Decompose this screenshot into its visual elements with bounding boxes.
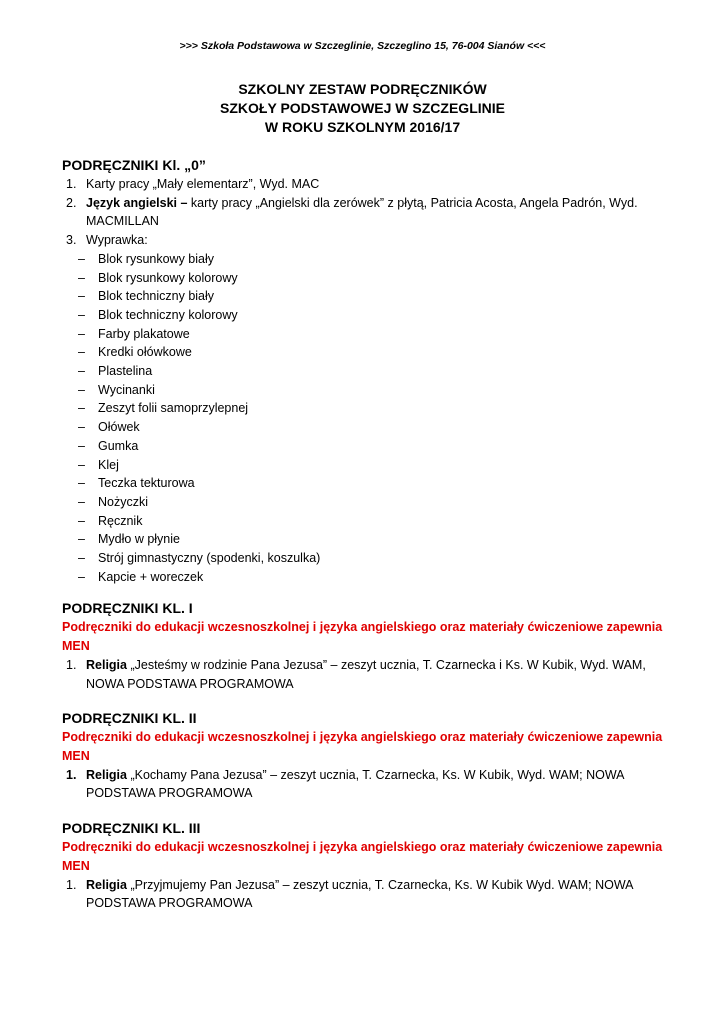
title-line: SZKOŁY PODSTAWOWEJ W SZCZEGLINIE <box>220 100 505 116</box>
list-item <box>62 175 672 194</box>
supply-item: – Ręcznik <box>78 512 672 531</box>
item-text: Wyprawka: <box>86 233 148 248</box>
book-list <box>62 876 672 913</box>
supply-item: – Kredki ołówkowe <box>78 343 672 362</box>
item-text: Karty pracy „Mały elementarz”, Wyd. MAC <box>86 177 320 191</box>
supplies-list <box>62 250 672 587</box>
supply-item: – Plastelina <box>78 362 672 381</box>
supply-item: – Mydło w płynie <box>78 530 672 549</box>
document-title <box>0 80 725 137</box>
document-body <box>62 155 672 913</box>
supply-item: – Blok techniczny biały <box>78 287 672 306</box>
item-subject: Religia <box>86 657 127 672</box>
section-class-0 <box>62 155 672 586</box>
item-subject: Język angielski – <box>86 195 188 210</box>
item-number: 1. <box>66 657 77 672</box>
item-number: 1. <box>66 177 77 191</box>
section-note: Podręczniki do edukacji wczesnoszkolnej i języka angielskiego oraz materiały ćwiczeniowe zapewnia MEN <box>62 730 663 763</box>
supply-item: – Gumka <box>78 437 672 456</box>
item-number: 1. <box>66 767 77 782</box>
item-text: „Jesteśmy w rodzinie Pana Jezusa” – zeszyt ucznia, T. Czarnecka i Ks. W Kubik, Wyd. WAM, NOWA PODSTAWA PROGRAMOWA <box>86 657 646 691</box>
section-class-2 <box>62 708 672 803</box>
title-line: W ROKU SZKOLNYM 2016/17 <box>264 119 461 135</box>
title-line: SZKOLNY ZESTAW PODRĘCZNIKÓW <box>238 81 487 97</box>
supply-item: – Blok rysunkowy kolorowy <box>78 269 672 288</box>
book-list <box>62 656 672 693</box>
section-heading: PODRĘCZNIKI KL. III <box>62 820 201 837</box>
list-item <box>62 194 672 231</box>
supply-item: – Farby plakatowe <box>78 325 672 344</box>
list-item <box>62 766 672 803</box>
book-list <box>62 766 672 803</box>
section-heading: PODRĘCZNIKI Kl. „0” <box>62 157 206 173</box>
supply-item: – Wycinanki <box>78 381 672 400</box>
supply-item: – Nożyczki <box>78 493 672 512</box>
supply-item: – Teczka tekturowa <box>78 474 672 493</box>
supply-item: – Strój gimnastyczny (spodenki, koszulka) <box>78 549 672 568</box>
supply-item: – Klej <box>78 456 672 475</box>
section-class-3 <box>62 818 672 913</box>
section-heading: PODRĘCZNIKI KL. I <box>62 600 193 617</box>
list-item <box>62 231 672 250</box>
page-header: >>> Szkoła Podstawowa w Szczeglinie, Szczeglino 15, 76-004 Sianów <<< <box>179 40 546 52</box>
item-number: 1. <box>66 877 77 892</box>
section-note: Podręczniki do edukacji wczesnoszkolnej i języka angielskiego oraz materiały ćwiczeniowe zapewnia MEN <box>62 840 663 873</box>
supply-item: – Zeszyt folii samoprzylepnej <box>78 399 672 418</box>
item-text: karty pracy „Angielski dla zerówek” z płytą, Patricia Acosta, Angela Padrón, Wyd. MACMILLAN <box>86 195 638 229</box>
item-number: 2. <box>66 195 77 210</box>
section-note: Podręczniki do edukacji wczesnoszkolnej i języka angielskiego oraz materiały ćwiczeniowe zapewnia MEN <box>62 620 663 654</box>
book-list <box>62 175 672 250</box>
list-item <box>62 656 672 693</box>
list-item <box>62 876 672 913</box>
supply-item: – Blok rysunkowy biały <box>78 250 672 269</box>
section-class-1 <box>62 598 672 693</box>
item-text: „Przyjmujemy Pan Jezusa” – zeszyt ucznia, T. Czarnecka, Ks. W Kubik Wyd. WAM; NOWA PODSTAWA PROGRAMOWA <box>86 877 633 911</box>
item-subject: Religia <box>86 767 127 782</box>
item-number: 3. <box>66 233 77 248</box>
supply-item: – Blok techniczny kolorowy <box>78 306 672 325</box>
section-heading: PODRĘCZNIKI KL. II <box>62 710 197 727</box>
item-text: „Kochamy Pana Jezusa” – zeszyt ucznia, T. Czarnecka, Ks. W Kubik, Wyd. WAM; NOWA PODSTAWA PROGRAMOWA <box>86 767 624 801</box>
item-subject: Religia <box>86 877 127 892</box>
supply-item: – Ołówek <box>78 418 672 437</box>
supply-item: – Kapcie + woreczek <box>78 568 672 587</box>
